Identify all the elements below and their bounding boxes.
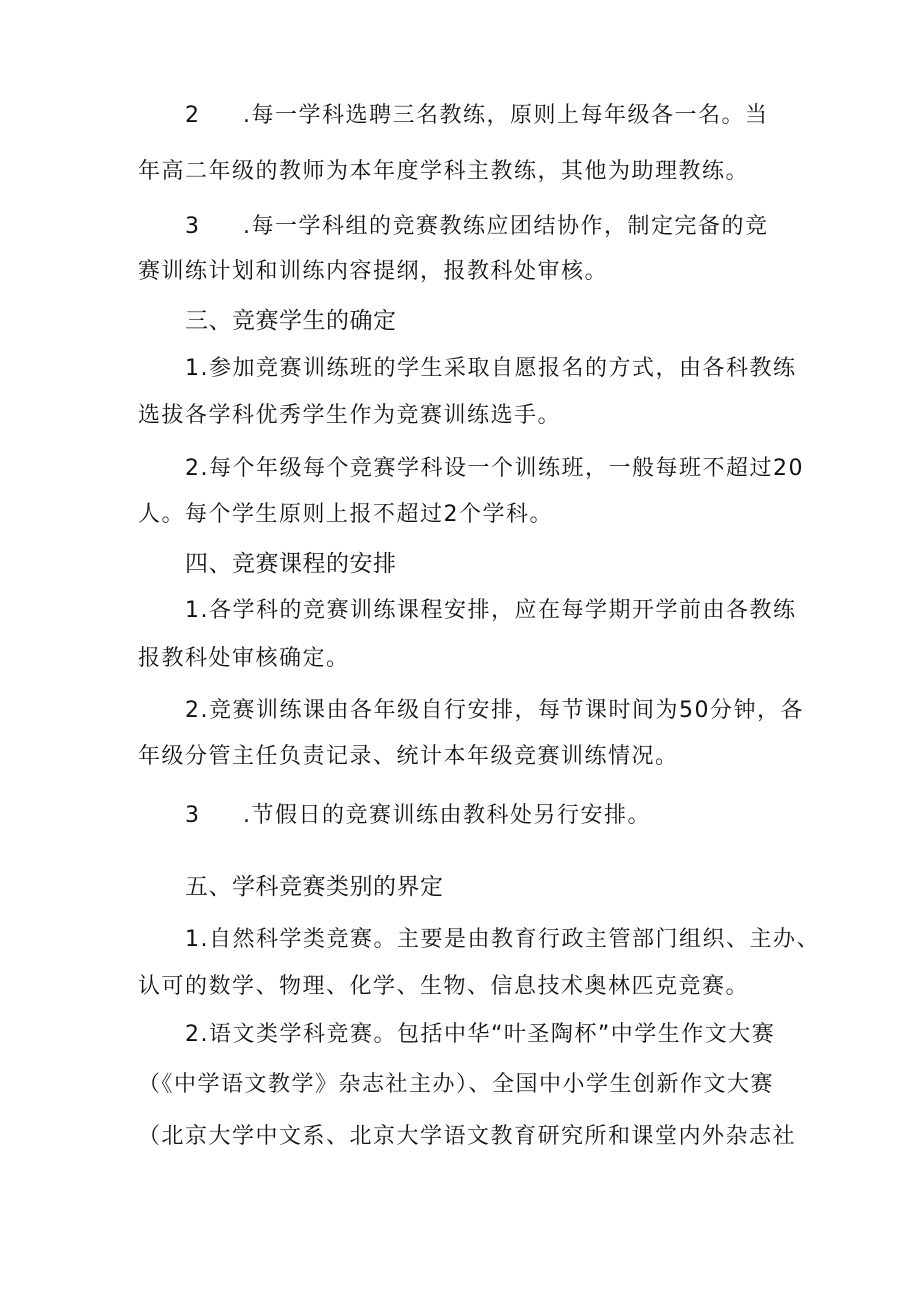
section-heading: 五、学科竞赛类别的界定 bbox=[185, 874, 444, 900]
paragraph-line bbox=[138, 1070, 774, 1100]
line-text: .每一学科选聘三名教练，原则上每年级各一名。当 bbox=[243, 103, 769, 128]
line-text: 年级分管主任负责记录、统计本年级竞赛训练情况。 bbox=[138, 744, 679, 769]
paragraph-line bbox=[138, 742, 679, 772]
item-number: 2 bbox=[185, 103, 201, 128]
paragraph-line bbox=[138, 644, 350, 674]
line-text: .每一学科组的竞赛教练应团结协作，制定完备的竞 bbox=[243, 214, 769, 239]
line-text: 年高二年级的教师为本年度学科主教练，其他为助理教练。 bbox=[138, 159, 750, 184]
line-text: 2.每个年级每个竞赛学科设一个训练班，一般每班不超过20 bbox=[185, 456, 804, 481]
line-text: （北京大学中文系、北京大学语文教育研究所和课堂内外杂志社 bbox=[138, 1124, 797, 1149]
section-heading: 四、竞赛课程的安排 bbox=[185, 551, 397, 577]
paragraph-line bbox=[138, 257, 608, 287]
paragraph-line bbox=[185, 925, 820, 955]
paragraph-line bbox=[138, 1122, 796, 1152]
line-text: 赛训练计划和训练内容提纲，报教科处审核。 bbox=[138, 259, 609, 284]
paragraph-line bbox=[138, 401, 561, 431]
line-text: 人。每个学生原则上报不超过2个学科。 bbox=[138, 502, 553, 527]
paragraph-line bbox=[185, 212, 769, 242]
line-text: （《中学语文教学》杂志社主办）、全国中小学生创新作文大赛 bbox=[138, 1072, 775, 1097]
line-text: 选拔各学科优秀学生作为竞赛训练选手。 bbox=[138, 403, 562, 428]
paragraph-line bbox=[138, 972, 749, 1002]
paragraph-line bbox=[185, 354, 797, 384]
paragraph-line bbox=[138, 500, 553, 530]
paragraph-line bbox=[185, 1020, 775, 1050]
paragraph-line bbox=[185, 596, 797, 626]
section-heading: 三、竞赛学生的确定 bbox=[185, 308, 397, 334]
paragraph-line bbox=[185, 454, 804, 484]
line-text: .节假日的竞赛训练由教科处另行安排。 bbox=[243, 803, 651, 828]
line-text: 报教科处审核确定。 bbox=[138, 646, 350, 671]
line-text: 2.语文类学科竞赛。包括中华“叶圣陶杯”中学生作文大赛 bbox=[185, 1022, 776, 1047]
line-text: 1.自然科学类竞赛。主要是由教育行政主管部门组织、主办、 bbox=[185, 927, 820, 952]
line-text: 2.竞赛训练课由各年级自行安排，每节课时间为50分钟，各 bbox=[185, 698, 804, 723]
paragraph-line bbox=[138, 157, 749, 187]
paragraph-line bbox=[185, 801, 651, 831]
item-number: 3 bbox=[185, 214, 201, 239]
item-number: 3 bbox=[185, 803, 201, 828]
line-text: 1.参加竞赛训练班的学生采取自愿报名的方式，由各科教练 bbox=[185, 356, 797, 381]
line-text: 1.各学科的竞赛训练课程安排，应在每学期开学前由各教练 bbox=[185, 598, 797, 623]
paragraph-line bbox=[185, 696, 804, 726]
paragraph-line bbox=[185, 101, 769, 131]
line-text: 认可的数学、物理、化学、生物、信息技术奥林匹克竞赛。 bbox=[138, 974, 750, 999]
